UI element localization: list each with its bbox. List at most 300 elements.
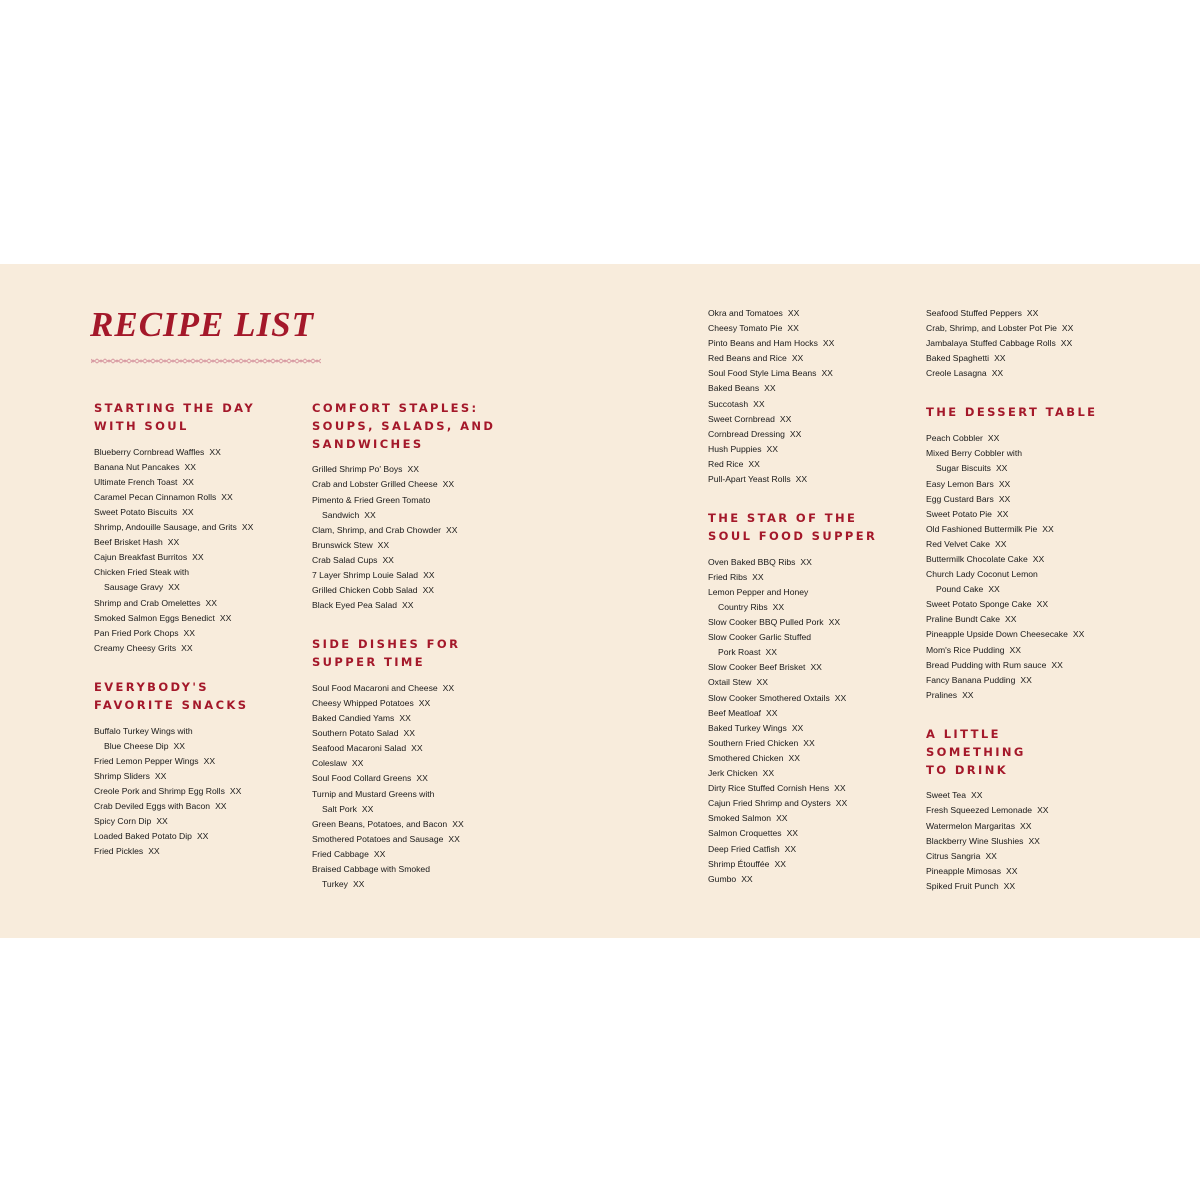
recipe-entry[interactable] <box>94 769 299 784</box>
recipe-name: Beef Brisket Hash <box>94 537 163 548</box>
recipe-entry[interactable] <box>94 520 299 535</box>
recipe-line <box>926 537 1131 552</box>
page-number: XX <box>148 846 160 857</box>
recipe-line <box>94 445 299 460</box>
page-number: XX <box>377 539 390 550</box>
recipe-line <box>926 819 1131 834</box>
recipe-entry[interactable] <box>312 493 502 523</box>
recipe-entry[interactable] <box>94 550 299 565</box>
recipe-entry[interactable] <box>708 660 913 675</box>
recipe-entry[interactable] <box>708 872 913 887</box>
recipe-line <box>926 431 1131 446</box>
recipe-entry[interactable] <box>312 711 502 726</box>
recipe-line <box>312 696 502 711</box>
page-number: XX <box>403 728 415 739</box>
recipe-entry[interactable] <box>926 658 1131 673</box>
recipe-entry[interactable] <box>708 826 913 841</box>
page-number: XX <box>203 755 216 766</box>
recipe-entry[interactable] <box>926 849 1131 864</box>
recipe-entry[interactable] <box>926 366 1131 381</box>
recipe-entry[interactable] <box>708 736 913 751</box>
page-number: XX <box>985 850 997 861</box>
recipe-line <box>312 847 502 862</box>
recipe-name: Banana Nut Pancakes <box>94 461 180 472</box>
recipe-name: Fried Cabbage <box>312 848 369 859</box>
recipe-line <box>708 691 913 706</box>
page-number: XX <box>821 368 833 379</box>
section-heading <box>94 400 299 436</box>
recipe-entry[interactable] <box>312 462 502 477</box>
page-number: XX <box>209 446 221 457</box>
recipe-line <box>94 611 299 626</box>
page-number: XX <box>762 768 775 779</box>
section-heading-line: WITH SOUL <box>94 418 189 433</box>
recipe-entry[interactable] <box>708 630 913 660</box>
recipe-line <box>708 351 913 366</box>
recipe-entry[interactable] <box>926 522 1131 537</box>
recipe-entry[interactable] <box>926 788 1131 803</box>
recipe-name: Salmon Croquettes <box>708 828 782 839</box>
recipe-list <box>708 555 913 887</box>
section-heading-line: FAVORITE SNACKS <box>94 697 249 712</box>
recipe-line <box>312 538 502 553</box>
recipe-name: Succotash <box>708 398 749 409</box>
recipe-line <box>708 826 913 841</box>
recipe-entry[interactable] <box>312 726 502 741</box>
recipe-list <box>94 724 299 860</box>
recipe-line <box>312 493 502 508</box>
recipe-entry[interactable] <box>708 811 913 826</box>
recipe-entry[interactable] <box>708 397 913 412</box>
recipe-name: Southern Fried Chicken <box>708 737 799 748</box>
recipe-entry[interactable] <box>312 787 502 817</box>
recipe-entry[interactable] <box>708 457 913 472</box>
recipe-name: Country Ribs <box>718 602 768 612</box>
recipe-entry[interactable] <box>708 570 913 585</box>
recipe-entry[interactable] <box>708 615 913 630</box>
recipe-entry[interactable] <box>312 696 502 711</box>
recipe-entry[interactable] <box>926 688 1131 703</box>
recipe-line <box>708 570 913 585</box>
recipe-entry[interactable] <box>94 596 299 611</box>
page-number: XX <box>784 843 797 854</box>
recipe-entry[interactable] <box>94 611 299 626</box>
recipe-name: Sweet Potato Sponge Cake <box>926 599 1032 610</box>
page-number: XX <box>422 585 435 596</box>
recipe-entry[interactable] <box>94 829 299 844</box>
recipe-entry[interactable] <box>926 834 1131 849</box>
page-number: XX <box>173 740 185 751</box>
recipe-name: Buttermilk Chocolate Cake <box>926 554 1028 565</box>
recipe-entry[interactable] <box>708 472 913 487</box>
recipe-entry[interactable] <box>94 784 299 799</box>
recipe-name: Sugar Biscuits <box>936 463 991 474</box>
page-number: XX <box>752 571 764 582</box>
recipe-name: Seafood Macaroni Salad <box>312 743 407 754</box>
recipe-name: Bread Pudding with Rum sauce <box>926 659 1047 670</box>
page-number: XX <box>764 383 776 394</box>
recipe-entry[interactable] <box>708 427 913 442</box>
recipe-line <box>312 598 502 613</box>
recipe-name: Blackberry Wine Slushies <box>926 835 1024 846</box>
recipe-entry[interactable] <box>94 724 299 754</box>
recipe-name: Brunswick Stew <box>312 539 373 550</box>
recipe-entry[interactable] <box>94 445 299 460</box>
recipe-line <box>708 796 913 811</box>
page-number: XX <box>382 554 394 565</box>
recipe-entry[interactable] <box>708 781 913 796</box>
recipe-line <box>708 721 913 736</box>
section-heading-line: EVERYBODY'S <box>94 679 209 694</box>
recipe-entry[interactable] <box>926 431 1131 446</box>
recipe-name: Chicken Fried Steak with <box>94 567 190 578</box>
recipe-entry[interactable] <box>708 366 913 381</box>
section-the-dessert-table <box>926 404 1131 702</box>
recipe-line <box>312 787 502 802</box>
page-number: XX <box>988 584 1000 595</box>
recipe-line <box>708 555 913 570</box>
recipe-name: Slow Cooker Garlic Stuffed <box>708 632 812 643</box>
page-number: XX <box>791 353 804 364</box>
recipe-name: Pinto Beans and Ham Hocks <box>708 338 818 349</box>
recipe-name: Fried Ribs <box>708 571 748 582</box>
recipe-entry[interactable] <box>926 507 1131 522</box>
recipe-line <box>94 769 299 784</box>
recipe-name: Creamy Cheesy Grits <box>94 642 177 653</box>
page-number: XX <box>822 338 835 349</box>
page-number: XX <box>970 790 983 801</box>
recipe-entry[interactable] <box>94 754 299 769</box>
recipe-line <box>926 803 1131 818</box>
recipe-entry[interactable] <box>708 751 913 766</box>
recipe-entry[interactable] <box>926 321 1131 336</box>
recipe-name: Sweet Potato Biscuits <box>94 506 178 517</box>
recipe-name: Oven Baked BBQ Ribs <box>708 556 796 567</box>
recipe-line <box>94 844 299 859</box>
recipe-entry[interactable] <box>94 475 299 490</box>
recipe-name: Pork Roast <box>718 647 761 658</box>
page-number: XX <box>991 368 1004 379</box>
recipe-entry[interactable] <box>312 568 502 583</box>
recipe-name: Shrimp and Crab Omelettes <box>94 597 201 608</box>
recipe-name: Dirty Rice Stuffed Cornish Hens <box>708 783 830 794</box>
recipe-line <box>926 597 1131 612</box>
recipe-name: Soul Food Macaroni and Cheese <box>312 682 438 693</box>
recipe-entry[interactable] <box>708 796 913 811</box>
recipe-entry[interactable] <box>926 643 1131 658</box>
recipe-line <box>312 681 502 696</box>
recipe-entry[interactable] <box>94 626 299 641</box>
recipe-name: Egg Custard Bars <box>926 493 994 504</box>
recipe-entry[interactable] <box>708 555 913 570</box>
recipe-entry[interactable] <box>708 706 913 721</box>
recipe-name: Salt Pork <box>322 803 357 814</box>
recipe-name: Oxtail Stew <box>708 677 752 688</box>
recipe-entry[interactable] <box>312 681 502 696</box>
page-number: XX <box>995 463 1008 474</box>
section-heading-line: STARTING THE DAY <box>94 401 256 415</box>
recipe-entry[interactable] <box>708 381 913 396</box>
recipe-entry[interactable] <box>708 412 913 427</box>
recipe-line <box>708 321 913 336</box>
recipe-entry[interactable] <box>312 538 502 553</box>
recipe-line <box>708 842 913 857</box>
recipe-line <box>926 522 1131 537</box>
recipe-line <box>312 832 502 847</box>
recipe-name: Caramel Pecan Cinnamon Rolls <box>94 491 217 502</box>
column-2 <box>312 400 502 892</box>
page-number: XX <box>787 323 799 334</box>
recipe-name: Pimento & Fried Green Tomato <box>312 494 431 505</box>
recipe-line <box>926 321 1131 336</box>
recipe-entry[interactable] <box>926 477 1131 492</box>
section-heading-line: COMFORT STAPLES: <box>312 401 479 415</box>
page-number: XX <box>1061 323 1074 334</box>
page-number: XX <box>766 443 778 454</box>
page-number: XX <box>835 798 848 809</box>
recipe-entry[interactable] <box>926 597 1131 612</box>
page-number: XX <box>361 803 374 814</box>
recipe-name: Braised Cabbage with Smoked <box>312 864 430 875</box>
recipe-name: Grilled Chicken Cobb Salad <box>312 585 418 596</box>
recipe-line <box>312 583 502 598</box>
page-number: XX <box>181 642 193 653</box>
section-continued <box>708 306 913 487</box>
recipe-line <box>926 507 1131 522</box>
page-number: XX <box>753 398 765 409</box>
recipe-entry[interactable] <box>708 721 913 736</box>
recipe-entry[interactable] <box>312 741 502 756</box>
recipe-entry[interactable] <box>926 336 1131 351</box>
recipe-line <box>926 306 1131 321</box>
recipe-name: Grilled Shrimp Po' Boys <box>312 464 403 475</box>
page-number: XX <box>1072 629 1085 640</box>
recipe-entry[interactable] <box>312 477 502 492</box>
recipe-name: Baked Candied Yams <box>312 713 395 724</box>
page-number: XX <box>168 582 180 593</box>
recipe-line <box>94 460 299 475</box>
recipe-entry[interactable] <box>926 864 1131 879</box>
page-number: XX <box>998 493 1011 504</box>
recipe-entry[interactable] <box>708 675 913 690</box>
recipe-entry[interactable] <box>94 844 299 859</box>
section-heading <box>926 404 1131 422</box>
recipe-entry[interactable] <box>312 523 502 538</box>
recipe-line <box>708 457 913 472</box>
recipe-name: Buffalo Turkey Wings with <box>94 725 193 736</box>
recipe-line <box>926 688 1131 703</box>
recipe-entry[interactable] <box>708 336 913 351</box>
recipe-entry[interactable] <box>926 537 1131 552</box>
recipe-name: Cheesy Whipped Potatoes <box>312 698 414 709</box>
recipe-entry[interactable] <box>94 535 299 550</box>
recipe-name: Soul Food Style Lima Beans <box>708 368 817 379</box>
recipe-entry[interactable] <box>926 567 1131 597</box>
recipe-entry[interactable] <box>94 460 299 475</box>
recipe-list <box>312 681 502 892</box>
recipe-name: Watermelon Margaritas <box>926 820 1015 831</box>
page-number: XX <box>987 433 1000 444</box>
recipe-line <box>312 711 502 726</box>
recipe-line <box>926 366 1131 381</box>
page-number: XX <box>182 506 194 517</box>
page-number: XX <box>788 752 800 763</box>
recipe-name: Smoked Salmon Eggs Benedict <box>94 612 215 623</box>
section-heading <box>926 726 1131 779</box>
recipe-name: Crab Deviled Eggs with Bacon <box>94 800 211 811</box>
page-number: XX <box>756 677 768 688</box>
page-number: XX <box>786 828 799 839</box>
recipe-line <box>926 492 1131 507</box>
recipe-line <box>708 781 913 796</box>
recipe-list <box>708 306 913 487</box>
recipe-line <box>708 736 913 751</box>
recipe-name: Shrimp, Andouille Sausage, and Grits <box>94 522 237 533</box>
page-number: XX <box>442 479 455 490</box>
recipe-line <box>926 879 1131 894</box>
recipe-line <box>94 754 299 769</box>
recipe-line <box>312 523 502 538</box>
recipe-line <box>312 477 502 492</box>
recipe-line <box>708 766 913 781</box>
page-number: XX <box>789 428 802 439</box>
page-number: XX <box>791 722 804 733</box>
page-number: XX <box>774 858 786 869</box>
section-heading-line: SANDWICHES <box>312 436 424 451</box>
recipe-entry[interactable] <box>926 673 1131 688</box>
recipe-line <box>312 726 502 741</box>
recipe-entry[interactable] <box>312 847 502 862</box>
recipe-entry[interactable] <box>94 490 299 505</box>
section-a-little-something-to-drink <box>926 726 1131 894</box>
recipe-entry[interactable] <box>926 612 1131 627</box>
recipe-entry[interactable] <box>708 321 913 336</box>
recipe-entry[interactable] <box>312 771 502 786</box>
recipe-name: Crab and Lobster Grilled Cheese <box>312 479 438 490</box>
recipe-entry[interactable] <box>312 553 502 568</box>
page-number: XX <box>1051 659 1063 670</box>
recipe-name: Peach Cobbler <box>926 433 983 444</box>
recipe-name: Shrimp Étouffée <box>708 858 770 869</box>
recipe-entry[interactable] <box>708 351 913 366</box>
recipe-line <box>708 306 913 321</box>
recipe-entry[interactable] <box>312 832 502 847</box>
recipe-name: Seafood Stuffed Peppers <box>926 308 1022 318</box>
recipe-entry[interactable] <box>312 583 502 598</box>
recipe-line <box>708 366 913 381</box>
section-comfort-staples-soups-salads-and-sandwiches <box>312 400 502 613</box>
page-number: XX <box>205 597 217 608</box>
page-number: XX <box>154 770 167 781</box>
recipe-entry[interactable] <box>312 756 502 771</box>
recipe-line <box>926 612 1131 627</box>
section-heading-line: SOUL FOOD SUPPER <box>708 528 878 543</box>
recipe-line <box>94 829 299 844</box>
recipe-entry[interactable] <box>926 819 1131 834</box>
recipe-entry[interactable] <box>94 814 299 829</box>
recipe-entry[interactable] <box>312 598 502 613</box>
page-number: XX <box>418 698 431 709</box>
recipe-entry[interactable] <box>708 857 913 872</box>
section-heading-line: SOMETHING <box>926 744 1026 759</box>
section-heading-line: THE DESSERT TABLE <box>926 405 1098 420</box>
recipe-line <box>708 472 913 487</box>
page-number: XX <box>1020 820 1032 831</box>
recipe-line <box>926 336 1131 351</box>
recipe-entry[interactable] <box>926 306 1131 321</box>
recipe-entry[interactable] <box>926 803 1131 818</box>
recipe-name: Pralines <box>926 689 958 700</box>
page-number: XX <box>1042 523 1054 534</box>
section-heading-line: TO DRINK <box>926 762 1009 777</box>
page-number: XX <box>787 308 800 318</box>
recipe-line <box>312 771 502 786</box>
recipe-line <box>94 550 299 565</box>
recipe-line <box>312 877 502 892</box>
recipe-name: Deep Fried Catfish <box>708 843 780 854</box>
recipe-name: Baked Beans <box>708 383 760 394</box>
recipe-line <box>708 381 913 396</box>
page-number: XX <box>772 602 785 612</box>
recipe-entry[interactable] <box>926 446 1131 476</box>
recipe-name: Turnip and Mustard Greens with <box>312 788 435 799</box>
recipe-name: 7 Layer Shrimp Louie Salad <box>312 570 419 581</box>
recipe-entry[interactable] <box>708 842 913 857</box>
recipe-line <box>708 660 913 675</box>
recipe-name: Loaded Baked Potato Dip <box>94 831 192 842</box>
section-heading-line: SIDE DISHES FOR <box>312 637 461 652</box>
page-number: XX <box>766 707 778 718</box>
recipe-entry[interactable] <box>94 799 299 814</box>
recipe-entry[interactable] <box>312 817 502 832</box>
page-number: XX <box>996 508 1009 519</box>
recipe-entry[interactable] <box>926 879 1131 894</box>
recipe-line <box>94 505 299 520</box>
recipe-entry[interactable] <box>708 442 913 457</box>
recipe-list <box>94 445 299 656</box>
page-number: XX <box>1060 338 1073 349</box>
recipe-entry[interactable] <box>926 351 1131 366</box>
recipe-entry[interactable] <box>708 766 913 781</box>
page-number: XX <box>1032 554 1045 565</box>
recipe-name: Creole Lasagna <box>926 368 987 379</box>
section-heading <box>708 510 913 546</box>
recipe-name: Southern Potato Salad <box>312 728 399 739</box>
section-side-dishes-for-supper-time <box>312 636 502 892</box>
page-number: XX <box>1006 865 1018 876</box>
recipe-entry[interactable] <box>708 691 913 706</box>
recipe-line <box>926 849 1131 864</box>
page-number: XX <box>196 831 209 842</box>
recipe-entry[interactable] <box>312 862 502 892</box>
recipe-line <box>926 627 1131 642</box>
page-number: XX <box>219 612 232 623</box>
recipe-entry[interactable] <box>94 641 299 656</box>
recipe-entry[interactable] <box>94 565 299 595</box>
recipe-entry[interactable] <box>926 552 1131 567</box>
page-number: XX <box>351 758 364 769</box>
recipe-entry[interactable] <box>708 585 913 615</box>
recipe-name: Praline Bundt Cake <box>926 614 1001 625</box>
recipe-entry[interactable] <box>926 492 1131 507</box>
recipe-name: Shrimp Sliders <box>94 770 150 781</box>
page-number: XX <box>411 743 423 754</box>
page-number: XX <box>779 413 792 424</box>
page-number: XX <box>373 848 386 859</box>
recipe-entry[interactable] <box>926 627 1131 642</box>
recipe-entry[interactable] <box>708 306 913 321</box>
recipe-entry[interactable] <box>94 505 299 520</box>
